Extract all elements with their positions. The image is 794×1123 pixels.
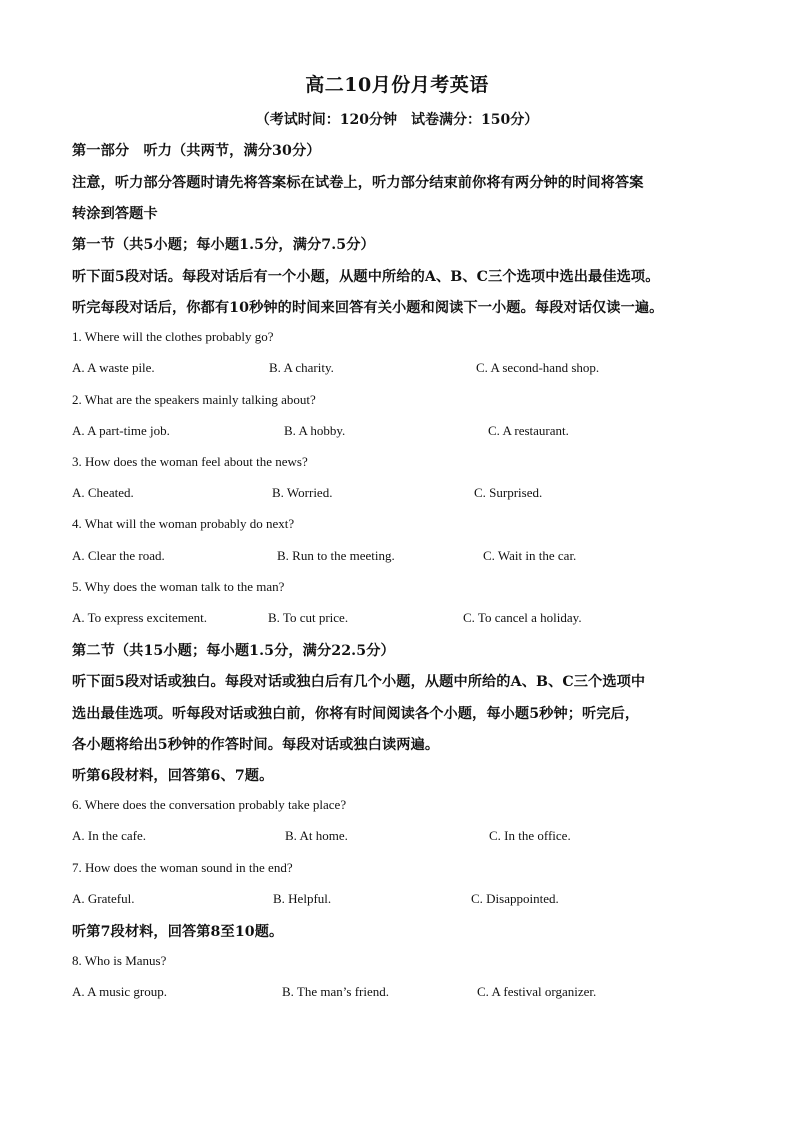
part1-note-line2: 转涂到答题卡: [72, 206, 158, 222]
q7-option-a: A. Grateful.: [72, 891, 135, 906]
section2-heading: 第二节（共15小题；每小题1.5分，满分22.5分）: [72, 643, 395, 659]
part1-heading: 第一部分 听力（共两节，满分30分）: [72, 143, 321, 159]
q3-option-c: C. Surprised.: [474, 485, 543, 500]
q4-option-c: C. Wait in the car.: [483, 548, 577, 563]
q8-option-a: A. A music group.: [72, 984, 167, 999]
question-2: 2. What are the speakers mainly talking about?: [72, 392, 316, 407]
section2-instr-line1: 听下面5段对话或独白。每段对话或独白后有几个小题，从题中所给的A、B、C三个选项中: [72, 674, 646, 690]
part1-note-line1: 注意，听力部分答题时请先将答案标在试卷上，听力部分结束前你将有两分钟的时间将答案: [72, 175, 644, 191]
q7-option-c: C. Disappointed.: [471, 891, 559, 906]
material-7-heading: 听第7段材料，回答第8至10题。: [72, 924, 284, 940]
question-7: 7. How does the woman sound in the end?: [72, 860, 293, 875]
q5-option-a: A. To express excitement.: [72, 610, 207, 625]
q7-option-b: B. Helpful.: [273, 891, 332, 906]
q1-option-a: A. A waste pile.: [72, 360, 155, 375]
q3-option-b: B. Worried.: [272, 485, 333, 500]
q5-option-c: C. To cancel a holiday.: [463, 610, 582, 625]
section1-heading: 第一节（共5小题；每小题1.5分，满分7.5分）: [72, 237, 375, 253]
q6-option-b: B. At home.: [285, 828, 348, 843]
q1-option-b: B. A charity.: [269, 360, 334, 375]
question-6: 6. Where does the conversation probably take place?: [72, 797, 347, 812]
material-6-heading: 听第6段材料，回答第6、7题。: [72, 768, 274, 784]
q6-option-c: C. In the office.: [489, 828, 571, 843]
question-8: 8. Who is Manus?: [72, 953, 167, 968]
q2-option-b: B. A hobby.: [284, 423, 346, 438]
q2-option-c: C. A restaurant.: [488, 423, 569, 438]
exam-info: （考试时间：120分钟 试卷满分：150分）: [255, 112, 539, 128]
q1-option-c: C. A second-hand shop.: [476, 360, 600, 375]
section1-instr-line1: 听下面5段对话。每段对话后有一个小题，从题中所给的A、B、C三个选项中选出最佳选项。: [72, 269, 660, 285]
q8-option-b: B. The man’s friend.: [282, 984, 389, 999]
section1-instr-line2: 听完每段对话后，你都有10秒钟的时间来回答有关小题和阅读下一小题。每段对话仅读一遍。: [72, 300, 664, 316]
question-3: 3. How does the woman feel about the news?: [72, 454, 308, 469]
q3-option-a: A. Cheated.: [72, 485, 134, 500]
q8-option-c: C. A festival organizer.: [477, 984, 597, 999]
question-4: 4. What will the woman probably do next?: [72, 516, 295, 531]
q2-option-a: A. A part-time job.: [72, 423, 170, 438]
page-title: 高二10月份月考英语: [305, 74, 489, 96]
q5-option-b: B. To cut price.: [268, 610, 349, 625]
q6-option-a: A. In the cafe.: [72, 828, 146, 843]
q4-option-a: A. Clear the road.: [72, 548, 165, 563]
section2-instr-line2: 选出最佳选项。听每段对话或独白前，你将有时间阅读各个小题，每小题5秒钟；听完后，: [72, 706, 640, 722]
question-1: 1. Where will the clothes probably go?: [72, 329, 274, 344]
q4-option-b: B. Run to the meeting.: [277, 548, 395, 563]
section2-instr-line3: 各小题将给出5秒钟的作答时间。每段对话或独白读两遍。: [72, 737, 440, 753]
question-5: 5. Why does the woman talk to the man?: [72, 579, 285, 594]
